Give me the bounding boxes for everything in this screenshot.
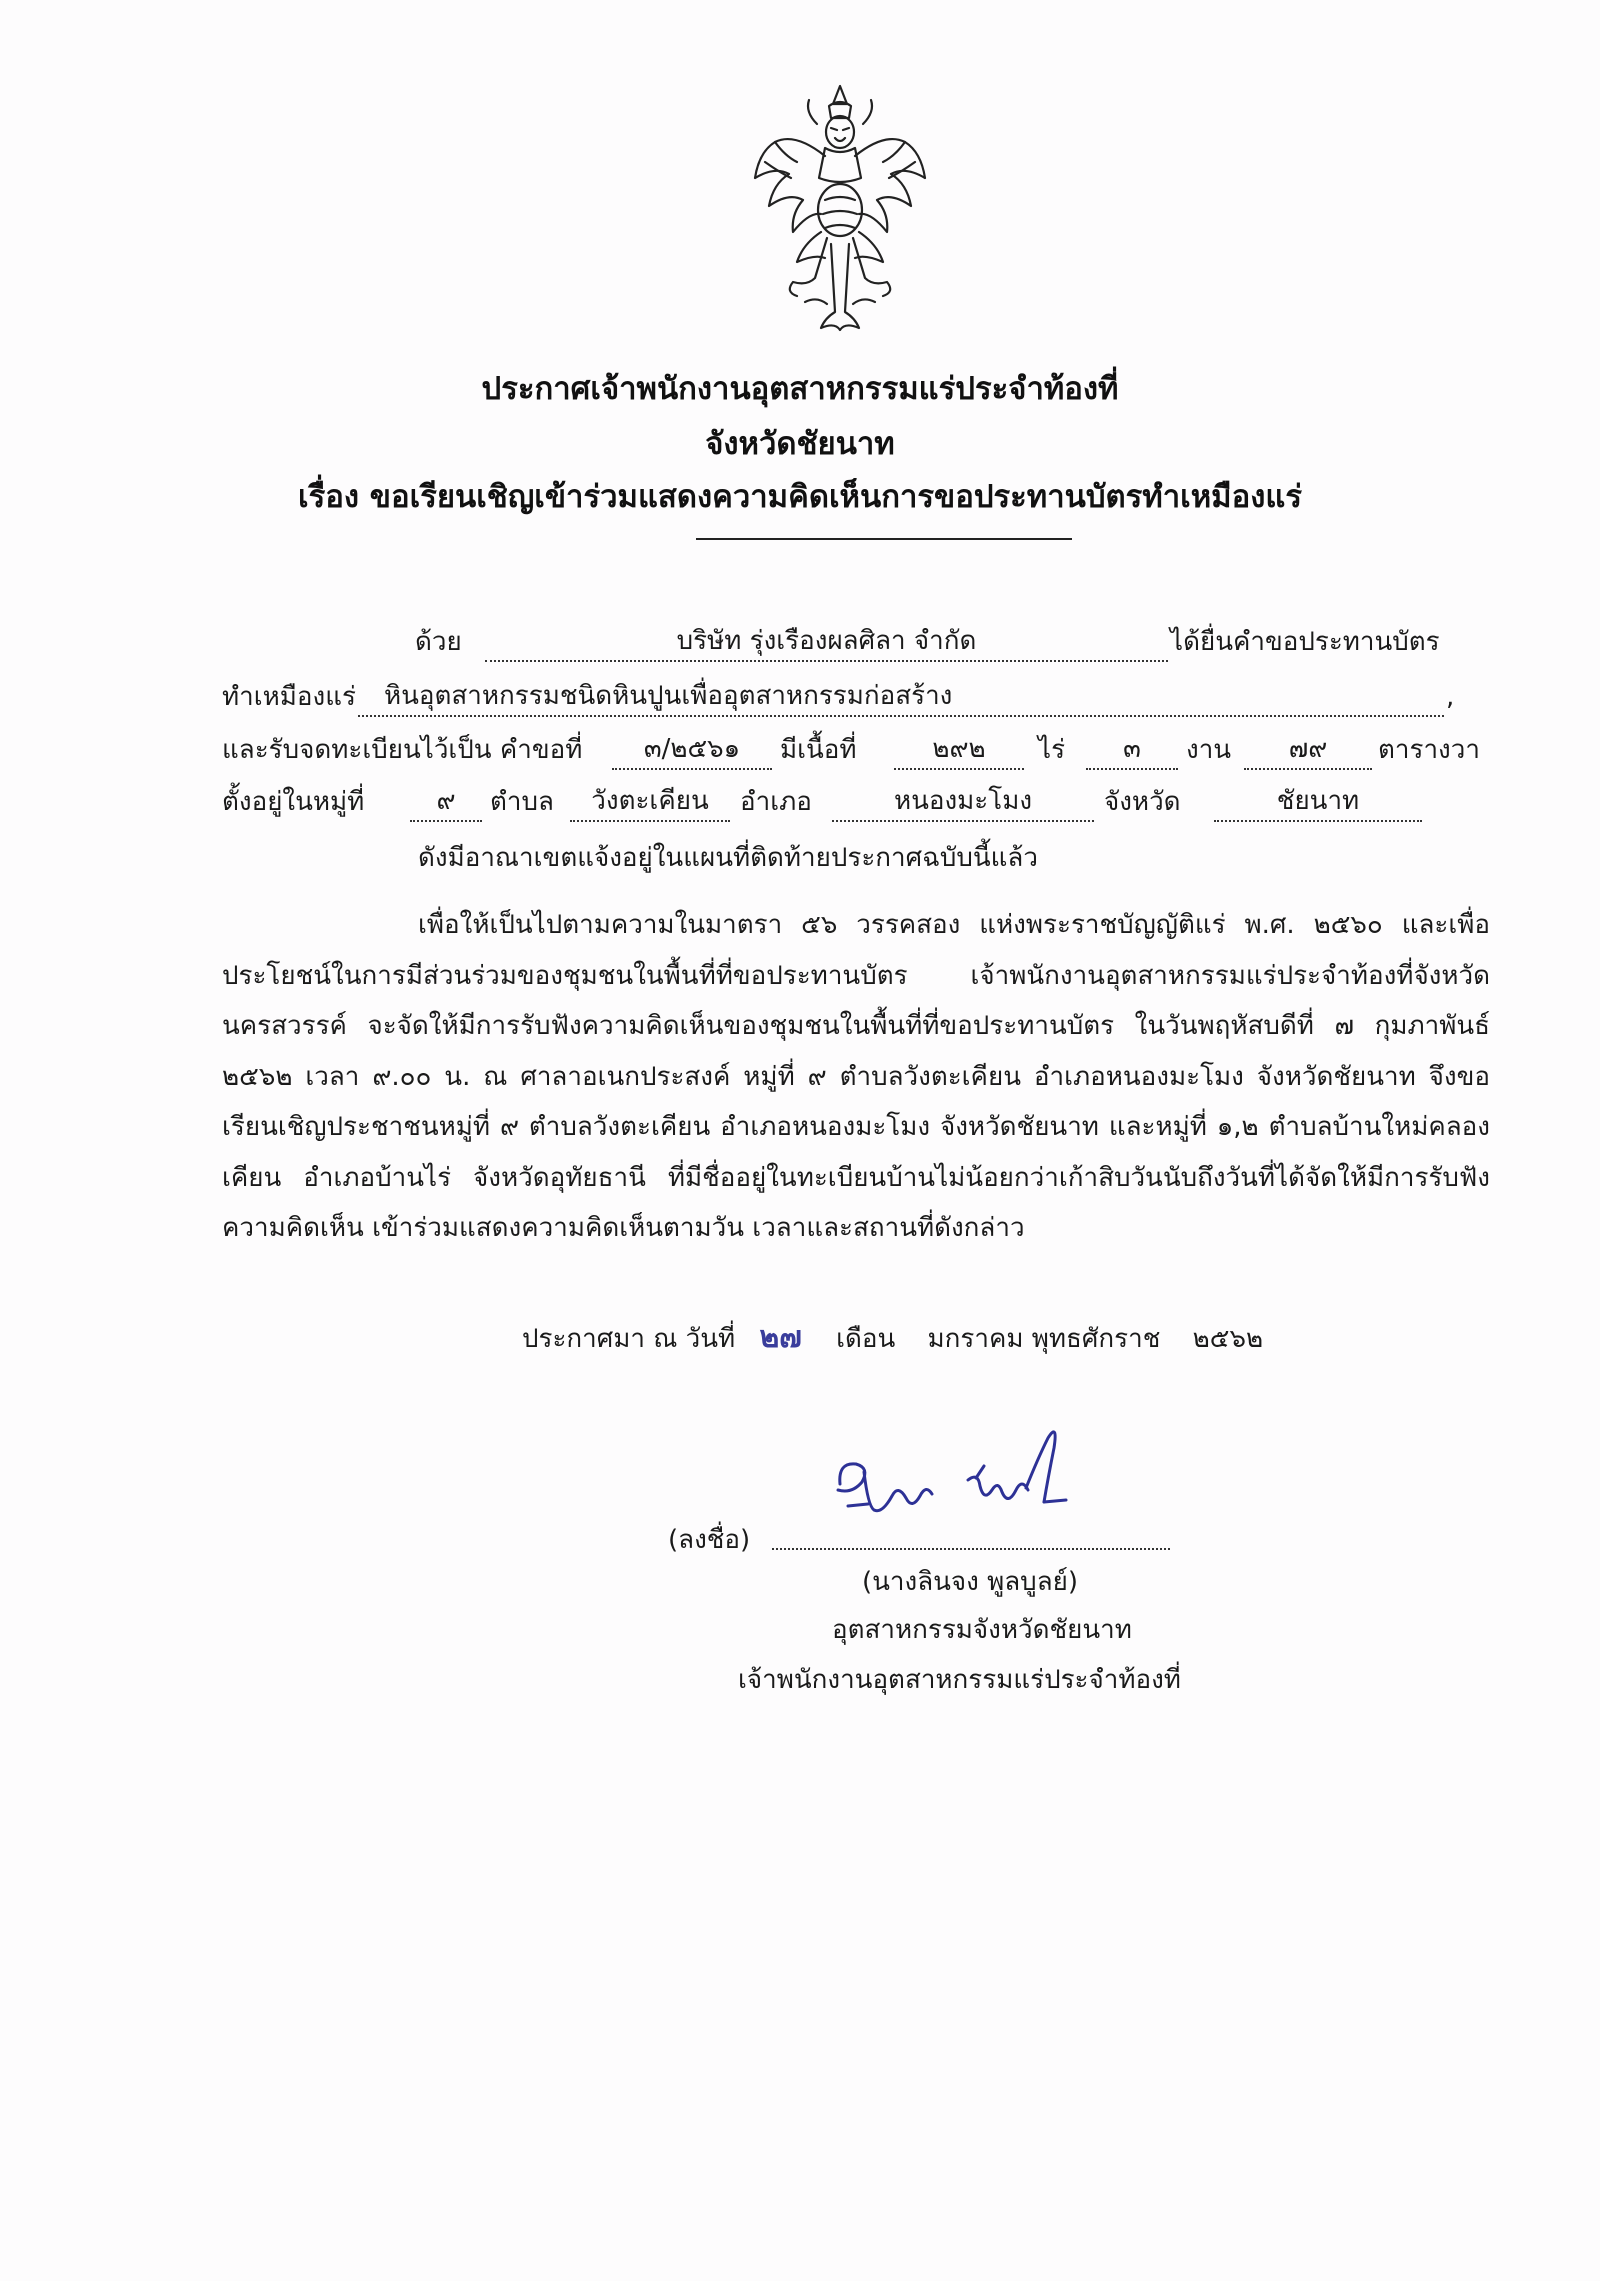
row3-prefix: และรับจดทะเบียนไว้เป็น คำขอที่	[222, 735, 583, 765]
signer-name: (นางลินจง พูลบูลย์)	[862, 1567, 1078, 1597]
map-note: ดังมีอาณาเขตแจ้งอยู่ในแผนที่ติดท้ายประกาศฉบับนี้แล้ว	[418, 843, 1038, 873]
area-label: มีเนื้อที่	[780, 735, 857, 765]
main-paragraph-text: เพื่อให้เป็นไปตามความในมาตรา ๕๖ วรรคสอง แห่งพระราชบัญญัติแร่ พ.ศ. ๒๕๖๐ และเพื่อประโยชน์ในการมีส่วนร่วมของชุมชนในพื้นที่ที่ขอประทานบัตร เจ้าพนักงานอุตสาหกรรมแร่ประจำท้องที่จังหวัดนครสวรรค์ จะจัดให้มีการรับฟังความคิดเห็นของชุมชนในพื้นที่ที่ขอประทานบัตร ในวันพฤหัสบดีที่ ๗ กุมภาพันธ์ ๒๕๖๒ เวลา ๙.๐๐ น. ณ ศาลาอเนกประสงค์ หมู่ที่ ๙ ตำบลวังตะเคียน อำเภอหนองมะโมง จังหวัดชัยนาท จึงขอเรียนเชิญประชาชนหมู่ที่ ๙ ตำบลวังตะเคียน อำเภอหนองมะโมง จังหวัดชัยนาท และหมู่ที่ ๑,๒ ตำบลบ้านใหม่คลองเคียน อำเภอบ้านไร่ จังหวัดอุทัยธานี ที่มีชื่ออยู่ในทะเบียนบ้านไม่น้อยกว่าเก้าสิบวันนับถึงวันที่ได้จัดให้มีการรับฟังความคิดเห็น เข้าร่วมแสดงความคิดเห็นตามวัน เวลาและสถานที่ดังกล่าว	[222, 910, 1490, 1243]
row2-prefix: ทำเหมืองแร่	[222, 682, 356, 712]
sq-wa-label: ตารางวา	[1378, 735, 1480, 765]
signer-position-2: เจ้าพนักงานอุตสาหกรรมแร่ประจำท้องที่	[738, 1665, 1181, 1695]
year-label: พุทธศักราช	[1031, 1324, 1161, 1354]
signature-line	[772, 1510, 1170, 1550]
moo-field: ๙	[410, 782, 482, 822]
announce-month: มกราคม	[927, 1324, 1024, 1354]
rai-field: ๒๙๒	[894, 730, 1024, 770]
tambon-label: ตำบล	[490, 787, 554, 817]
title-line-1: ประกาศเจ้าพนักงานอุตสาหกรรมแร่ประจำท้องที่	[481, 371, 1119, 407]
ngan-label: งาน	[1186, 735, 1232, 765]
row1-suffix: ได้ยื่นคำขอประทานบัตร	[1170, 627, 1440, 657]
signer-position-1: อุตสาหกรรมจังหวัดชัยนาท	[832, 1615, 1132, 1645]
month-label: เดือน	[836, 1324, 896, 1354]
subject-line: เรื่อง ขอเรียนเชิญเข้าร่วมแสดงความคิดเห็นการขอประทานบัตรทำเหมืองแร่	[298, 479, 1302, 515]
mineral-field: หินอุตสาหกรรมชนิดหินปูนเพื่ออุตสาหกรรมก่อสร้าง	[358, 677, 1444, 717]
province-label: จังหวัด	[1104, 787, 1181, 817]
row2-end: ,	[1446, 682, 1455, 712]
rai-label: ไร่	[1038, 735, 1066, 765]
province-field: ชัยนาท	[1214, 782, 1422, 822]
company-field: บริษัท รุ่งเรืองผลศิลา จำกัด	[485, 622, 1168, 662]
sq-wa-field: ๗๙	[1244, 730, 1372, 770]
tambon-field: วังตะเคียน	[570, 782, 730, 822]
announce-prefix: ประกาศมา ณ วันที่	[522, 1324, 736, 1354]
main-paragraph	[222, 900, 1490, 1254]
amphoe-label: อำเภอ	[740, 787, 812, 817]
announce-day: ๒๗	[759, 1320, 802, 1355]
row1-prefix: ด้วย	[415, 627, 462, 657]
request-number-field: ๓/๒๕๖๑	[612, 730, 772, 770]
announce-year: ๒๕๖๒	[1192, 1324, 1264, 1354]
sign-label: (ลงชื่อ)	[668, 1525, 751, 1555]
ngan-field: ๓	[1086, 730, 1178, 770]
title-underline	[696, 538, 1072, 540]
garuda-emblem-icon	[745, 82, 935, 337]
row4-prefix: ตั้งอยู่ในหมู่ที่	[222, 787, 365, 817]
amphoe-field: หนองมะโมง	[832, 782, 1094, 822]
announce-date-line	[522, 1318, 1263, 1359]
title-line-2: จังหวัดชัยนาท	[705, 426, 895, 462]
